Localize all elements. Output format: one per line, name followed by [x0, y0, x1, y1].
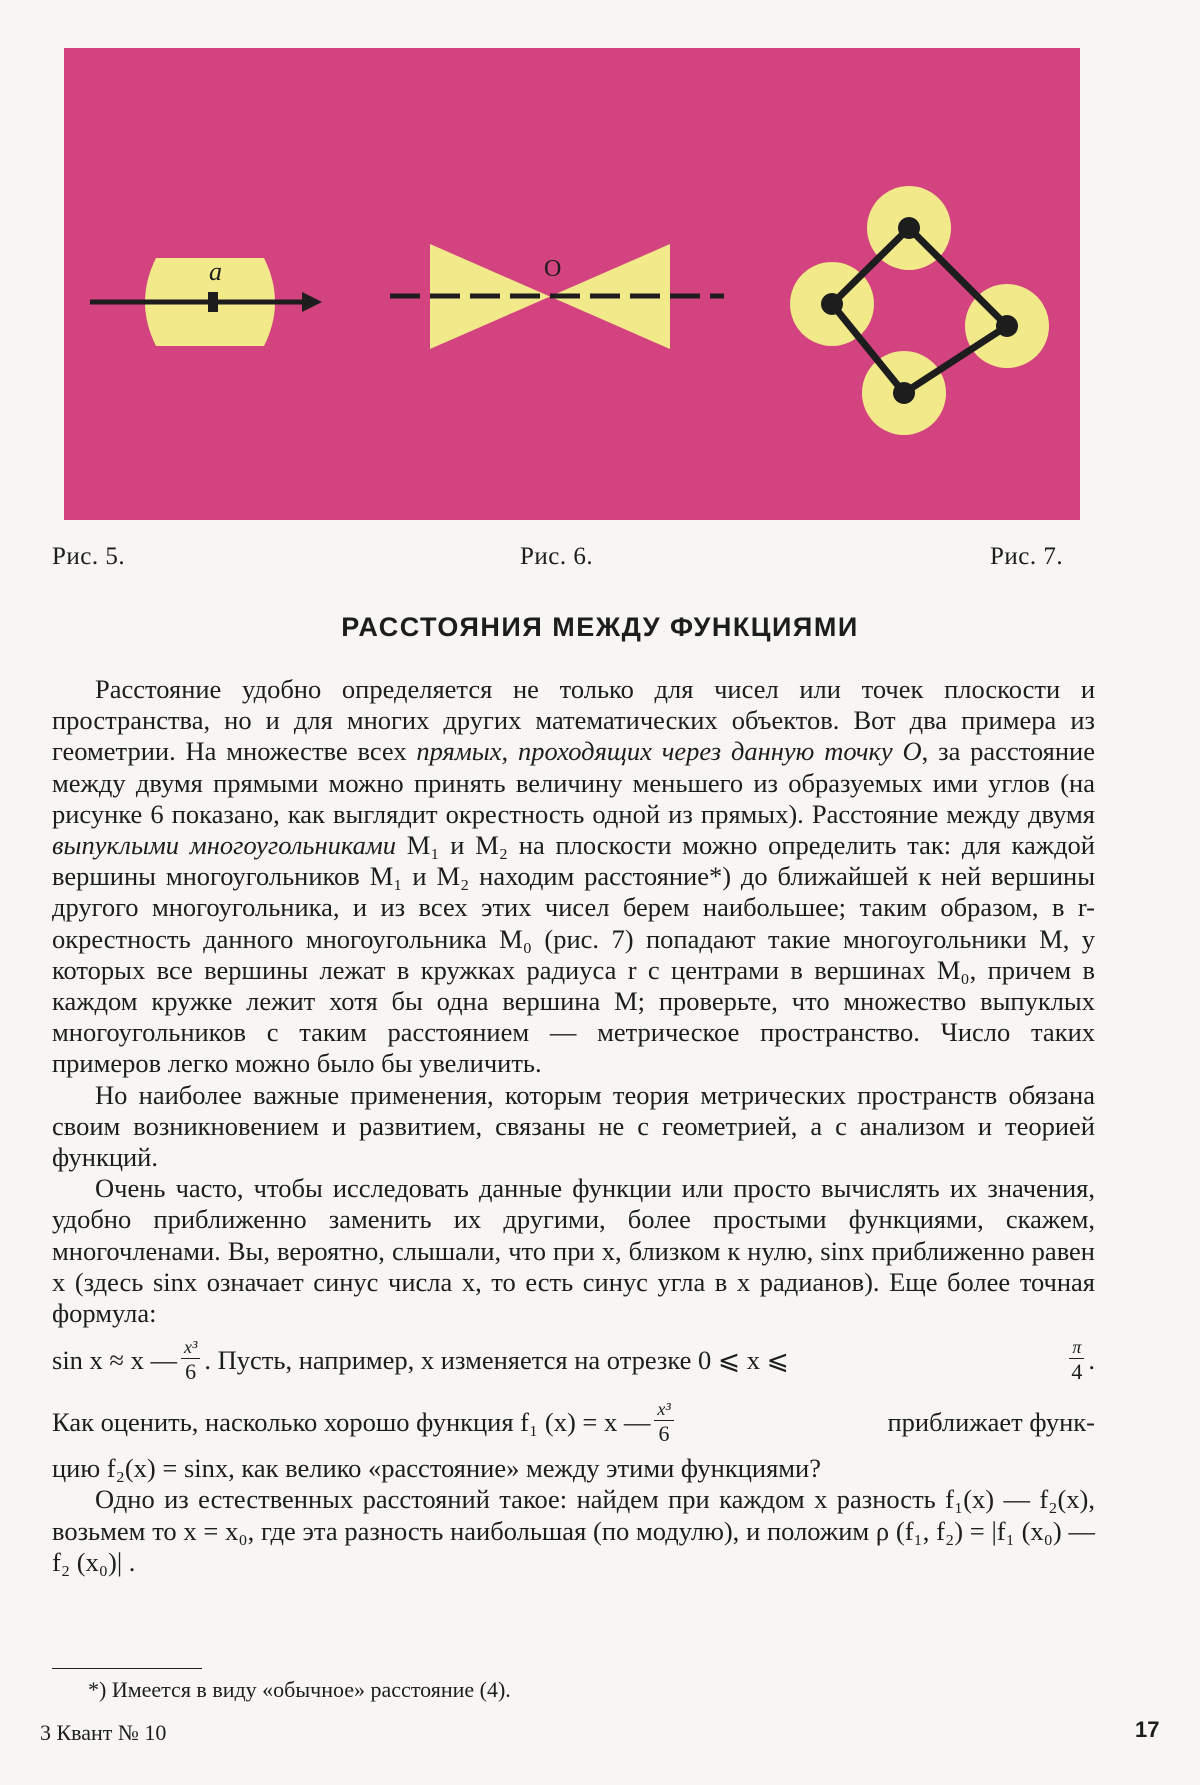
- formula-line-2: [52, 1391, 1095, 1453]
- fig6-caption: Рис. 6.: [520, 543, 594, 570]
- footnote: *) Имеется в виду «обычное» расстояние (4).: [88, 1677, 511, 1702]
- paragraph-1: [52, 674, 1095, 1080]
- article-body: [52, 674, 1095, 1578]
- p1-italic-b: прямых, проходящих через данную точку O: [416, 736, 922, 767]
- fig7-drawing: [790, 186, 1049, 435]
- fraction-x3-6-b: $\frac{\text{x³}}{6}$: [654, 1400, 673, 1445]
- footer-issue: 3 Квант № 10: [40, 1720, 167, 1745]
- page-title: РАССТОЯНИЯ МЕЖДУ ФУНКЦИЯМИ: [341, 612, 859, 642]
- p1-text-c: , за расстояние между двумя прямыми можно принять величину меньшего из образуемых ими углов (на рисунке 6 показано, как выглядит окрестность одной из прямых). Расстояние между двумя: [52, 736, 1095, 829]
- formula2-after: приближает функ-: [887, 1406, 1095, 1437]
- formula1-after: . Пусть, например, x изменяется на отрезке 0 ⩽ x ⩽: [204, 1344, 789, 1375]
- formula-line-1: [52, 1329, 1095, 1391]
- fig5-drawing: [90, 257, 322, 346]
- p1-text-a: Расстояние удобно определяется не только для чисел или точек плоскости и пространства, но и для многих других математических объектов. Вот два примера из геометрии. На множестве всех: [52, 674, 1095, 767]
- figure-panel: [64, 48, 1080, 520]
- paragraph-4: цию f₂(x) = sinx, как велико «расстояние» между этими функциями?: [52, 1453, 821, 1484]
- p1-italic-d: выпуклыми многоугольниками: [52, 830, 397, 861]
- formula1-lhs: sin x ≈ x —: [52, 1344, 177, 1375]
- paragraph-3: Очень часто, чтобы исследовать данные функции или просто вычислять их значения, удобно приближенно заменить их другими, более простыми функциями, скажем, многочленами. Вы, вероятно, слышали, что при x, близком к нулю, sinx приближенно равен x (здесь sinx означает синус числа x, то есть синус угла в x радианов). Еще более точная формула:: [52, 1173, 1095, 1329]
- footnote-rule: [52, 1668, 202, 1669]
- fig6-label: O: [544, 256, 562, 282]
- fig5-caption: Рис. 5.: [52, 543, 126, 570]
- fig5-label: a: [209, 257, 222, 286]
- formula2-before: Как оценить, насколько хорошо функция f₁ (x) = x —: [52, 1406, 651, 1437]
- formula1-end: .: [1088, 1344, 1095, 1375]
- paragraph-5: Одно из естественных расстояний такое: найдем при каждом x разность f₁(x) — f₂(x), возьмем то x = x₀, где эта разность наибольшая (по модулю), и положим ρ (f₁, f₂) = |f₁ (x₀) — f₂ (x₀)| .: [52, 1484, 1095, 1577]
- fraction-x3-6: $\frac{\text{x³}}{6}$: [181, 1338, 200, 1383]
- page-number: 17: [1135, 1717, 1160, 1742]
- paragraph-2: Но наиболее важные применения, которым теория метрических пространств обязана своим возникновением и развитием, связаны не с геометрией, а с анализом и теорией функций.: [52, 1079, 1095, 1173]
- fig6-drawing: [390, 244, 724, 349]
- fig7-caption: Рис. 7.: [990, 543, 1064, 570]
- p1-text-e: M₁ и M₂ на плоскости можно определить так: для каждой вершины многоугольников M₁ и M₂ находим расстояние*) до ближайшей к ней вершины другого многоугольника, и из всех этих чисел берем наибольшее; таким образом, в r-окрестность данного многоугольника M₀ (рис. 7) попадают такие многоугольники M, у которых все вершины лежат в кружках радиуса r с центрами в вершинах M₀, причем в каждом кружке лежит хотя бы одна вершина M; проверьте, что множество выпуклых многоугольников с таким расстоянием — метрическое пространство. Число таких примеров легко можно было бы увеличить.: [52, 830, 1095, 1079]
- fraction-pi-4: $\frac{\pi}{4}$: [1069, 1338, 1084, 1383]
- figures-illustration: [64, 48, 1080, 520]
